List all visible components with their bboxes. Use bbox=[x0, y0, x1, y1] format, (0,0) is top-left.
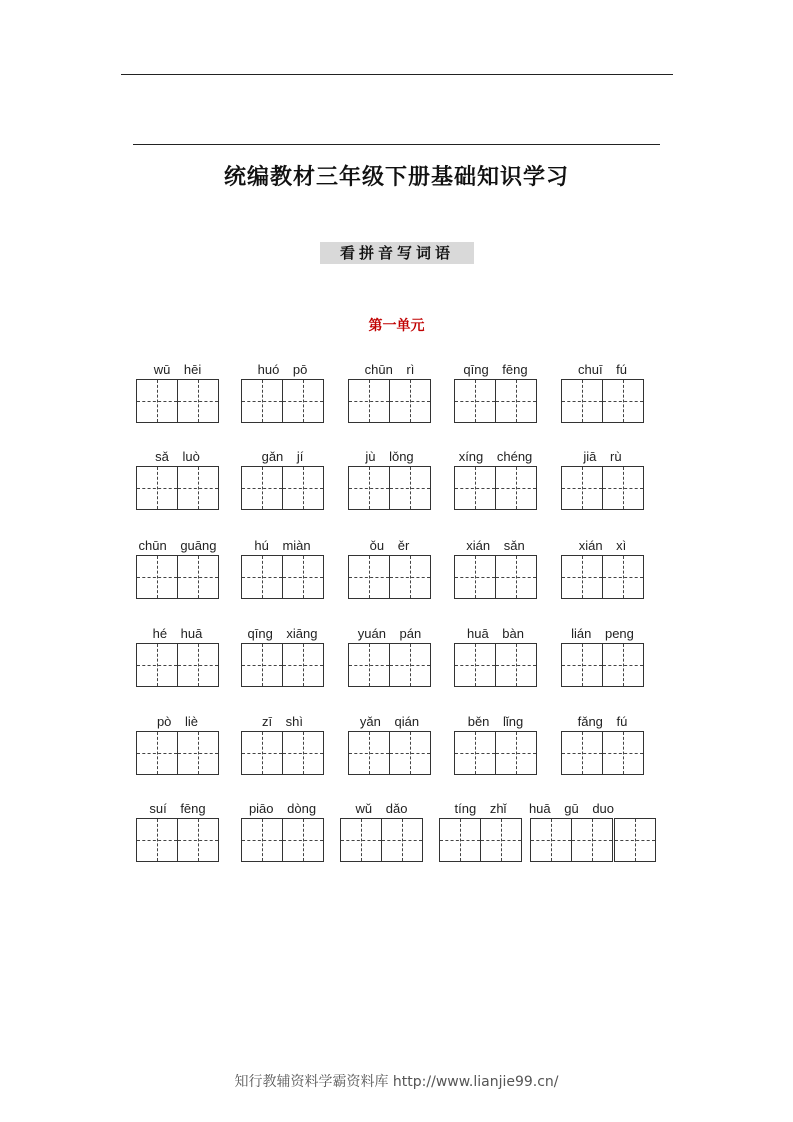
tianzige-cell[interactable] bbox=[571, 819, 612, 861]
tianzige-cell[interactable] bbox=[282, 732, 323, 774]
writing-box[interactable] bbox=[348, 466, 431, 510]
writing-box[interactable] bbox=[454, 555, 537, 599]
tianzige-cell[interactable] bbox=[177, 380, 218, 422]
word-item bbox=[348, 714, 431, 775]
pinyin-label: qīng fēng bbox=[463, 362, 528, 377]
tianzige-cell[interactable] bbox=[177, 732, 218, 774]
writing-box[interactable] bbox=[340, 818, 423, 862]
tianzige-cell[interactable] bbox=[455, 467, 495, 509]
pinyin-label: tíng zhǐ bbox=[454, 801, 507, 816]
word-item bbox=[340, 801, 423, 862]
word-item bbox=[561, 362, 644, 423]
header-rule bbox=[121, 74, 673, 75]
pinyin-label: zī shì bbox=[261, 714, 304, 729]
tianzige-cell[interactable] bbox=[480, 819, 521, 861]
tianzige-cell[interactable] bbox=[282, 819, 323, 861]
tianzige-cell[interactable] bbox=[455, 556, 495, 598]
tianzige-cell[interactable] bbox=[495, 732, 536, 774]
tianzige-cell[interactable] bbox=[242, 556, 282, 598]
word-item bbox=[241, 626, 324, 687]
tianzige-cell[interactable] bbox=[615, 819, 655, 861]
tianzige-cell[interactable] bbox=[389, 644, 430, 686]
pinyin-label: huā gū duo bbox=[528, 801, 615, 816]
tianzige-cell[interactable] bbox=[349, 467, 389, 509]
word-item bbox=[136, 538, 219, 599]
tianzige-cell[interactable] bbox=[562, 644, 602, 686]
tianzige-cell[interactable] bbox=[562, 380, 602, 422]
word-item bbox=[241, 801, 324, 862]
tianzige-cell[interactable] bbox=[455, 732, 495, 774]
tianzige-cell[interactable] bbox=[242, 467, 282, 509]
tianzige-cell[interactable] bbox=[602, 380, 643, 422]
pinyin-label: lián peng bbox=[571, 626, 634, 641]
tianzige-cell[interactable] bbox=[177, 467, 218, 509]
tianzige-cell[interactable] bbox=[282, 380, 323, 422]
tianzige-cell[interactable] bbox=[242, 380, 282, 422]
tianzige-cell[interactable] bbox=[349, 732, 389, 774]
writing-box[interactable] bbox=[530, 818, 613, 862]
writing-box[interactable] bbox=[561, 379, 644, 423]
pinyin-label: yǎn qián bbox=[359, 714, 420, 729]
tianzige-cell[interactable] bbox=[602, 644, 643, 686]
tianzige-cell[interactable] bbox=[495, 467, 536, 509]
word-item bbox=[348, 538, 431, 599]
word-item bbox=[136, 801, 219, 862]
writing-box[interactable] bbox=[454, 379, 537, 423]
word-item bbox=[241, 538, 324, 599]
tianzige-cell[interactable] bbox=[495, 556, 536, 598]
tianzige-cell[interactable] bbox=[242, 732, 282, 774]
tianzige-cell[interactable] bbox=[602, 467, 643, 509]
pinyin-label: huā bàn bbox=[467, 626, 524, 641]
pinyin-label: sǎ luò bbox=[155, 449, 200, 464]
writing-box[interactable] bbox=[136, 643, 219, 687]
tianzige-cell[interactable] bbox=[389, 556, 430, 598]
tianzige-cell[interactable] bbox=[602, 556, 643, 598]
writing-box[interactable] bbox=[241, 643, 324, 687]
extra-writing-box[interactable] bbox=[614, 818, 656, 862]
writing-box[interactable] bbox=[439, 818, 522, 862]
title-rule bbox=[133, 144, 660, 145]
writing-box[interactable] bbox=[561, 643, 644, 687]
word-item bbox=[454, 362, 537, 423]
tianzige-cell[interactable] bbox=[440, 819, 480, 861]
pinyin-label: xián xì bbox=[578, 538, 627, 553]
pinyin-label: běn lǐng bbox=[467, 714, 524, 729]
pinyin-label: pò liè bbox=[156, 714, 199, 729]
word-item bbox=[454, 626, 537, 687]
word-item bbox=[348, 626, 431, 687]
writing-box[interactable] bbox=[136, 731, 219, 775]
writing-box[interactable] bbox=[241, 731, 324, 775]
tianzige-cell[interactable] bbox=[455, 644, 495, 686]
tianzige-cell[interactable] bbox=[282, 556, 323, 598]
word-item bbox=[348, 362, 431, 423]
word-item bbox=[561, 449, 644, 510]
tianzige-cell[interactable] bbox=[389, 380, 430, 422]
tianzige-cell[interactable] bbox=[389, 467, 430, 509]
tianzige-cell[interactable] bbox=[137, 732, 177, 774]
word-item bbox=[136, 714, 219, 775]
tianzige-cell[interactable] bbox=[177, 556, 218, 598]
writing-box[interactable] bbox=[136, 379, 219, 423]
word-item bbox=[454, 538, 537, 599]
pinyin-label: jiā rù bbox=[583, 449, 622, 464]
footer-watermark: 知行教辅资料学霸资料库 http://www.lianjie99.cn/ bbox=[234, 1074, 559, 1090]
tianzige-cell[interactable] bbox=[341, 819, 381, 861]
word-item bbox=[241, 449, 324, 510]
tianzige-cell[interactable] bbox=[177, 819, 218, 861]
tianzige-cell[interactable] bbox=[495, 380, 536, 422]
pinyin-label: ǒu ěr bbox=[369, 538, 410, 553]
tianzige-cell[interactable] bbox=[349, 556, 389, 598]
word-item bbox=[454, 449, 537, 510]
tianzige-cell[interactable] bbox=[455, 380, 495, 422]
tianzige-cell[interactable] bbox=[562, 467, 602, 509]
word-item bbox=[136, 449, 219, 510]
pinyin-label: qīng xiāng bbox=[247, 626, 318, 641]
tianzige-cell[interactable] bbox=[495, 644, 536, 686]
writing-box[interactable] bbox=[454, 466, 537, 510]
tianzige-cell[interactable] bbox=[349, 644, 389, 686]
tianzige-cell[interactable] bbox=[137, 644, 177, 686]
word-item bbox=[561, 538, 644, 599]
tianzige-cell[interactable] bbox=[242, 819, 282, 861]
writing-box[interactable] bbox=[348, 731, 431, 775]
pinyin-label: wǔ dǎo bbox=[355, 801, 408, 816]
writing-box[interactable] bbox=[348, 379, 431, 423]
tianzige-cell[interactable] bbox=[242, 644, 282, 686]
writing-box[interactable] bbox=[136, 818, 219, 862]
writing-box[interactable] bbox=[241, 379, 324, 423]
word-item bbox=[528, 801, 615, 862]
tianzige-cell[interactable] bbox=[282, 467, 323, 509]
pinyin-label: chuī fú bbox=[577, 362, 628, 377]
word-item bbox=[454, 714, 537, 775]
word-item bbox=[241, 714, 324, 775]
tianzige-cell[interactable] bbox=[381, 819, 422, 861]
page-title: 统编教材三年级下册基础知识学习 bbox=[223, 165, 569, 190]
tianzige-cell[interactable] bbox=[137, 380, 177, 422]
word-item bbox=[439, 801, 522, 862]
pinyin-label: suí fēng bbox=[149, 801, 206, 816]
tianzige-cell[interactable] bbox=[389, 732, 430, 774]
word-item bbox=[561, 714, 644, 775]
pinyin-label: gǎn jí bbox=[261, 449, 304, 464]
tianzige-cell[interactable] bbox=[602, 732, 643, 774]
pinyin-label: xián sǎn bbox=[466, 538, 525, 553]
tianzige-cell[interactable] bbox=[177, 644, 218, 686]
pinyin-label: wū hēi bbox=[153, 362, 202, 377]
writing-box[interactable] bbox=[241, 555, 324, 599]
writing-box[interactable] bbox=[136, 466, 219, 510]
pinyin-label: chūn guāng bbox=[138, 538, 217, 553]
section-heading: 看拼音写词语 bbox=[320, 242, 474, 264]
pinyin-label: yuán pán bbox=[357, 626, 422, 641]
pinyin-label: jù lǒng bbox=[365, 449, 414, 464]
pinyin-label: huó pō bbox=[257, 362, 308, 377]
writing-box[interactable] bbox=[561, 555, 644, 599]
writing-box[interactable] bbox=[561, 466, 644, 510]
word-item bbox=[241, 362, 324, 423]
tianzige-cell[interactable] bbox=[531, 819, 571, 861]
writing-box[interactable] bbox=[241, 818, 324, 862]
pinyin-label: piāo dòng bbox=[248, 801, 317, 816]
word-item bbox=[136, 362, 219, 423]
writing-box[interactable] bbox=[241, 466, 324, 510]
tianzige-cell[interactable] bbox=[137, 819, 177, 861]
word-item bbox=[561, 626, 644, 687]
writing-box[interactable] bbox=[348, 643, 431, 687]
word-item bbox=[348, 449, 431, 510]
writing-box[interactable] bbox=[348, 555, 431, 599]
pinyin-label: hú miàn bbox=[254, 538, 311, 553]
pinyin-label: xíng chéng bbox=[458, 449, 533, 464]
writing-box[interactable] bbox=[454, 643, 537, 687]
writing-box[interactable] bbox=[454, 731, 537, 775]
pinyin-label: fǎng fú bbox=[577, 714, 628, 729]
unit-heading: 第一单元 bbox=[368, 318, 425, 334]
tianzige-cell[interactable] bbox=[137, 467, 177, 509]
tianzige-cell[interactable] bbox=[282, 644, 323, 686]
tianzige-cell[interactable] bbox=[349, 380, 389, 422]
tianzige-cell[interactable] bbox=[562, 556, 602, 598]
word-item bbox=[136, 626, 219, 687]
tianzige-cell[interactable] bbox=[562, 732, 602, 774]
writing-box[interactable] bbox=[561, 731, 644, 775]
writing-box[interactable] bbox=[136, 555, 219, 599]
tianzige-cell[interactable] bbox=[137, 556, 177, 598]
pinyin-label: hé huā bbox=[152, 626, 203, 641]
pinyin-label: chūn rì bbox=[364, 362, 415, 377]
